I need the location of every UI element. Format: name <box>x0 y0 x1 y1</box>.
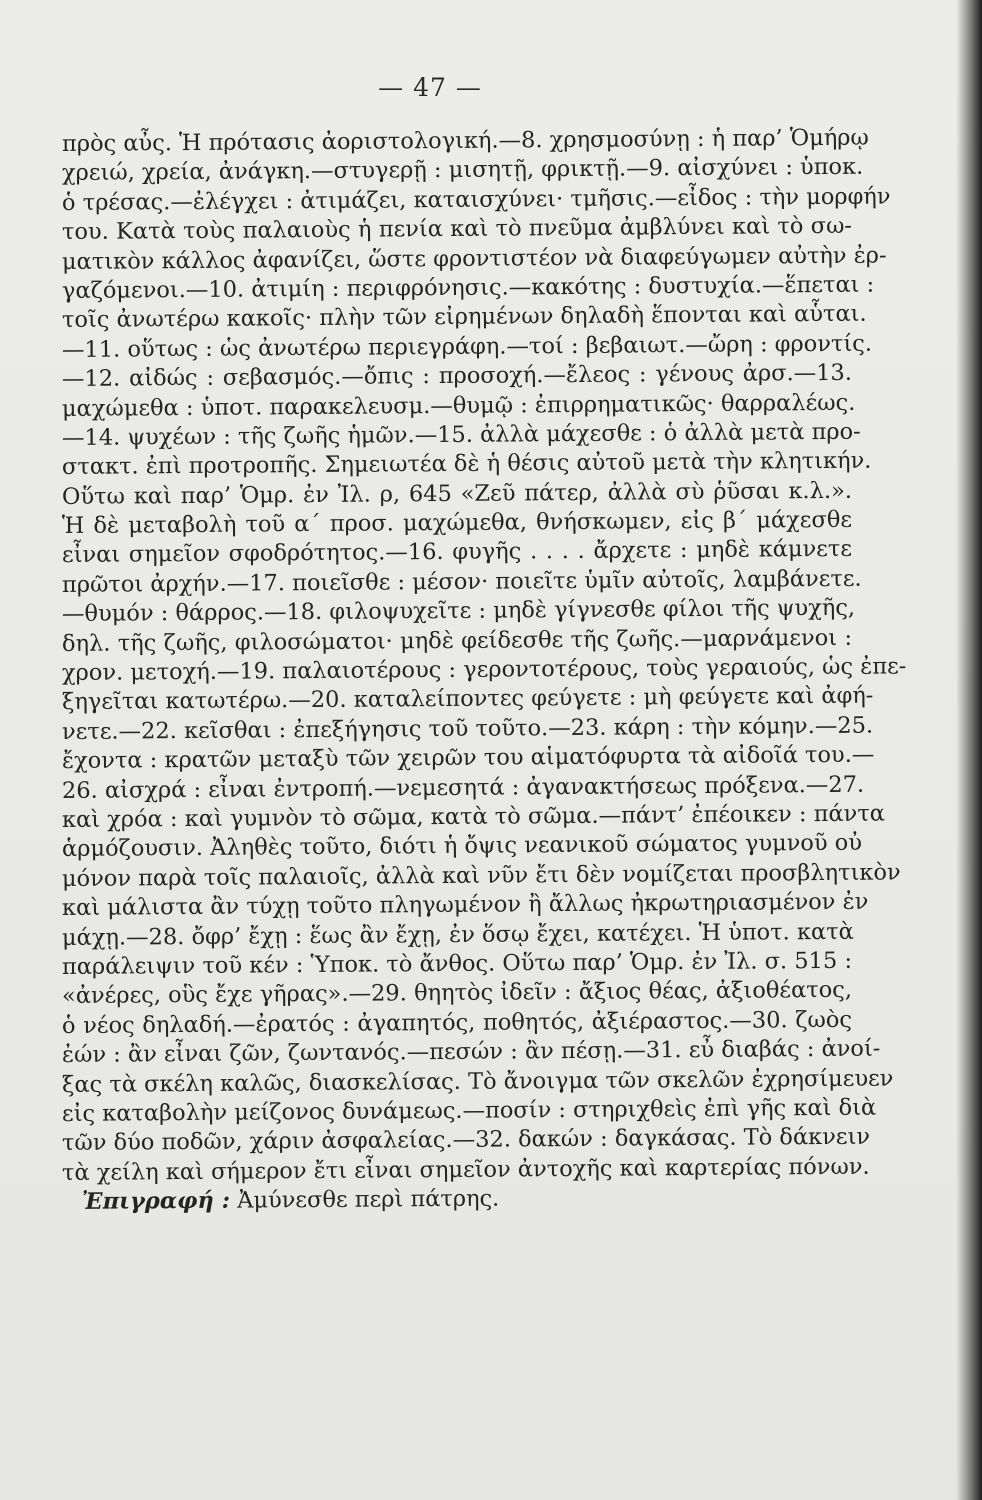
text-line: ὁ τρέσας.—ἐλέγχει : ἀτιμάζει, καταισχύνει· τμῆσις.—εἶδος : τὴν μορφήν <box>61 183 891 216</box>
text-line: στακτ. ἐπὶ προτροπῆς. Σημειωτέα δὲ ἡ θέσις αὐτοῦ μετὰ τὴν κλητικήν. <box>61 447 872 481</box>
epigraph-line <box>62 1182 852 1218</box>
text-line: πρῶτοι ἀρχήν.—17. ποιεῖσθε : μέσον· ποιεῖτε ὑμῖν αὐτοῖς, λαμβάνετε. <box>61 565 862 598</box>
text-line: ἔχοντα : κρατῶν μεταξὺ τῶν χειρῶν του αἱματόφυρτα τὰ αἰδοῖά του.— <box>61 741 875 775</box>
text-line: ἁρμόζουσιν. Ἀληθὲς τοῦτο, διότι ἡ ὄψις νεανικοῦ σώματος γυμνοῦ οὐ <box>61 830 863 863</box>
text-line: μαχώμεθα : ὑποτ. παρακελευσμ.—θυμῷ : ἐπιρρηματικῶς· θαρραλέως. <box>61 389 856 422</box>
text-line: ξας τὰ σκέλη καλῶς, διασκελίσας. Τὸ ἄνοιγμα τῶν σκελῶν ἐχρησίμευεν <box>61 1064 894 1098</box>
text-line: γαζόμενοι.—10. ἀτιμίη : περιφρόνησις.—κακότης : δυστυχία.—ἕπεται : <box>61 271 875 304</box>
text-line: νετε.—22. κεῖσθαι : ἐπεξήγησις τοῦ τοῦτο.—23. κάρη : τὴν κόμην.—25. <box>61 712 874 745</box>
text-line: Οὕτω καὶ παρ’ Ὁμρ. ἐν Ἰλ. ρ, 645 «Ζεῦ πάτερ, ἀλλὰ σὺ ῥῦσαι κ.λ.». <box>61 477 853 510</box>
page-number: — 47 — <box>378 73 482 102</box>
text-line: 26. αἰσχρά : εἶναι ἐντροπή.—νεμεσητά : ἀγανακτήσεως πρόξενα.—27. <box>61 771 865 804</box>
text-line: μόνον παρὰ τοῖς παλαιοῖς, ἀλλὰ καὶ νῦν ἔτι δὲν νομίζεται προσβλητικὸν <box>61 859 901 892</box>
text-line: ἐών : ἂν εἶναι ζῶν, ζωντανός.—πεσών : ἂν πέσῃ.—31. εὖ διαβάς : ἀνοί- <box>61 1035 881 1069</box>
text-line: —12. αἰδώς : σεβασμός.—ὄπις : προσοχή.—ἔλεος : γένους ἀρσ.—13. <box>61 359 853 393</box>
epigraph-label: Ἐπιγραφή : <box>81 1187 231 1215</box>
text-line: εἶναι σημεῖον σφοδρότητος.—16. φυγῆς . . . . ἄρχετε : μηδὲ κάμνετε <box>61 536 853 569</box>
text-line: ξηγεῖται κατωτέρω.—20. καταλείποντες φεύγετε : μὴ φεύγετε καὶ ἀφή- <box>61 683 874 716</box>
text-line: τοῖς ἀνωτέρω κακοῖς· πλὴν τῶν εἰρημένων δηλαδὴ ἕπονται καὶ αὗται. <box>61 301 867 334</box>
text-line: —14. ψυχέων : τῆς ζωῆς ἡμῶν.—15. ἀλλὰ μάχεσθε : ὁ ἀλλὰ μετὰ προ- <box>61 418 861 451</box>
text-line: Ἡ δὲ μεταβολὴ τοῦ α΄ προσ. μαχώμεθα, θνήσκωμεν, εἰς β΄ μάχεσθε <box>61 506 853 540</box>
text-line: ματικὸν κάλλος ἀφανίζει, ὥστε φροντιστέον νὰ διαφεύγωμεν αὐτὴν ἐρ- <box>61 242 887 275</box>
text-line: καὶ χρόα : καὶ γυμνὸν τὸ σῶμα, κατὰ τὸ σῶμα.—πάντ’ ἐπέοικεν : πάντα <box>61 800 886 833</box>
text-line: τὰ χείλη καὶ σήμερον ἔτι εἶναι σημεῖον ἀντοχῆς καὶ καρτερίας πόνων. <box>61 1153 870 1186</box>
text-line: χρειώ, χρεία, ἀνάγκη.—στυγερῇ : μισητῇ, φρικτῇ.—9. αἰσχύνει : ὑποκ. <box>61 154 864 187</box>
text-line: μάχῃ.—28. ὄφρ’ ἔχῃ : ἕως ἂν ἔχῃ, ἐν ὅσῳ ἔχει, κατέχει. Ἡ ὑποτ. κατὰ <box>61 918 854 951</box>
text-line: του. Κατὰ τοὺς παλαιοὺς ἡ πενία καὶ τὸ πνεῦμα ἀμβλύνει καὶ τὸ σω- <box>61 212 853 246</box>
text-line: —11. οὕτως : ὡς ἀνωτέρω περιεγράφη.—τοί : βεβαιωτ.—ὤρη : φροντίς. <box>61 330 873 363</box>
text-line: χρον. μετοχή.—19. παλαιοτέρους : γεροντοτέρους, τοὺς γεραιούς, ὡς ἐπε- <box>61 653 907 687</box>
text-line: τῶν δύο ποδῶν, χάριν ἀσφαλείας.—32. δακών : δαγκάσας. Τὸ δάκνειν <box>61 1123 871 1157</box>
text-line: εἰς καταβολὴν μείζονος δυνάμεως.—ποσίν : στηριχθεὶς ἐπὶ γῆς καὶ διὰ <box>61 1094 877 1127</box>
text-line: παράλειψιν τοῦ κέν : Ὑποκ. τὸ ἄνθος. Οὕτω παρ’ Ὁμρ. ἐν Ἰλ. σ. 515 : <box>61 947 853 980</box>
page-edge-shadow <box>956 0 982 1500</box>
text-line: «ἀνέρες, οὓς ἔχε γῆρας».—29. θηητὸς ἰδεῖν : ἄξιος θέας, ἀξιοθέατος, <box>61 977 853 1010</box>
epigraph-text: Ἀμύνεσθε περὶ πάτρης. <box>237 1185 500 1214</box>
text-line: δηλ. τῆς ζωῆς, φιλοσώματοι· μηδὲ φείδεσθε τῆς ζωῆς.—μαρνάμενοι : <box>61 624 853 657</box>
text-line: —θυμόν : θάρρος.—18. φιλοψυχεῖτε : μηδὲ γίγνεσθε φίλοι τῆς ψυχῆς, <box>61 595 856 628</box>
commentary-text <box>61 124 907 1217</box>
text-line: ὁ νέος δηλαδή.—ἐρατός : ἀγαπητός, ποθητός, ἀξιέραστος.—30. ζωὸς <box>61 1006 853 1039</box>
text-line: πρὸς αὖς. Ἡ πρότασις ἀοριστολογική.—8. χρησμοσύνῃ : ἡ παρ’ Ὁμήρῳ <box>61 124 869 157</box>
text-line: καὶ μάλιστα ἂν τύχῃ τοῦτο πληγωμένον ἢ ἄλλως ἠκρωτηριασμένον ἐν <box>61 888 869 922</box>
